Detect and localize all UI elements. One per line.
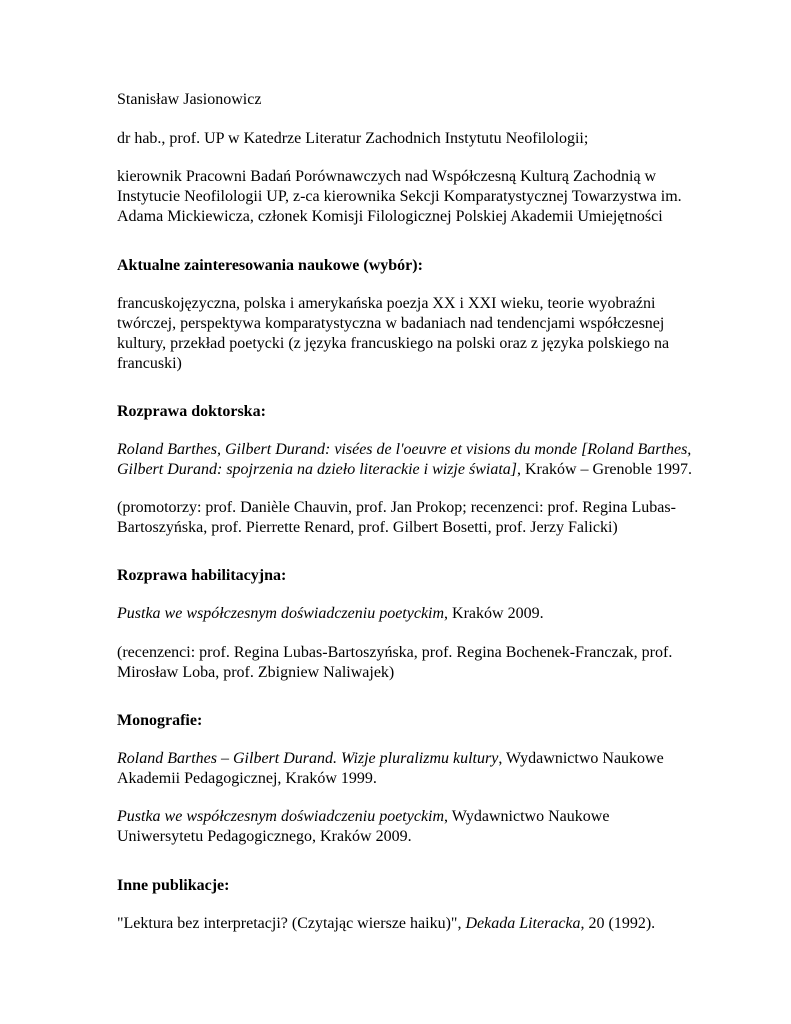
interests-line: francuski): [117, 355, 182, 372]
monograph-title: Pustka we współczesnym doświadczeniu poetyckim: [117, 808, 445, 825]
habilitation-place-year: , Kraków 2009.: [444, 605, 544, 622]
habilitation-title-line: [117, 604, 544, 624]
monograph-item: [117, 749, 664, 769]
academic-position: dr hab., prof. UP w Katedrze Literatur Zachodnich Instytutu Neofilologii;: [117, 130, 589, 147]
publication-item: [117, 914, 655, 934]
roles-line: kierownik Pracowni Badań Porównawczych nad Współczesną Kulturą Zachodnią w: [117, 168, 657, 185]
monograph-item-line2: Uniwersytetu Pedagogicznego, Kraków 2009.: [117, 828, 412, 845]
monograph-publisher: , Wydawnictwo Naukowe: [498, 750, 664, 767]
publication-journal: Dekada Literacka: [465, 915, 581, 932]
author-name: Stanisław Jasionowicz: [117, 91, 262, 108]
interests-line: francuskojęzyczna, polska i amerykańska poezja XX i XXI wieku, teorie wyobraźni: [117, 295, 656, 312]
doctoral-title-italic: Gilbert Durand: spojrzenia na dzieło literackie i wizje świata]: [117, 461, 517, 478]
roles-line: Adama Mickiewicza, członek Komisji Filologicznej Polskiej Akademii Umiejętności: [117, 208, 663, 225]
habilitation-reviewers: (recenzenci: prof. Regina Lubas-Bartoszyńska, prof. Regina Bochenek-Franczak, prof.: [117, 644, 673, 661]
habilitation-heading: Rozprawa habilitacyjna:: [117, 567, 287, 584]
other-publications-heading: Inne publikacje:: [117, 877, 230, 894]
doctoral-reviewers: Bartoszyńska, prof. Pierrette Renard, prof. Gilbert Bosetti, prof. Jerzy Falicki): [117, 519, 618, 536]
roles-line: Instytucie Neofilologii UP, z-ca kierownika Sekcji Komparatystycznej Towarzystwa im.: [117, 188, 682, 205]
habilitation-title: Pustka we współczesnym doświadczeniu poetyckim: [117, 605, 445, 622]
publication-title: "Lektura bez interpretacji? (Czytając wiersze haiku)",: [117, 915, 466, 932]
doctoral-title: Roland Barthes, Gilbert Durand: visées de l'oeuvre et visions du monde [Roland Barthes,: [117, 441, 692, 458]
monographs-heading: Monografie:: [117, 712, 203, 729]
monograph-item-line2: Akademii Pedagogicznej, Kraków 1999.: [117, 770, 377, 787]
doctoral-heading: Rozprawa doktorska:: [117, 403, 266, 420]
publication-issue: , 20 (1992).: [580, 915, 656, 932]
interests-line: twórczej, perspektywa komparatystyczna w badaniach nad tendencjami współczesnej: [117, 315, 665, 332]
interests-line: kultury, przekład poetycki (z języka francuskiego na polski oraz z języka polskiego na: [117, 335, 670, 352]
doctoral-reviewers: (promotorzy: prof. Danièle Chauvin, prof. Jan Prokop; recenzenci: prof. Regina Lubas-: [117, 499, 676, 516]
doctoral-place-year: , Kraków – Grenoble 1997.: [516, 461, 693, 478]
interests-heading: Aktualne zainteresowania naukowe (wybór):: [117, 257, 423, 274]
monograph-title: Roland Barthes – Gilbert Durand. Wizje pluralizmu kultury: [117, 750, 499, 767]
habilitation-reviewers: Mirosław Loba, prof. Zbigniew Naliwajek): [117, 664, 395, 681]
monograph-publisher: , Wydawnictwo Naukowe: [444, 808, 610, 825]
monograph-item: [117, 807, 609, 827]
doctoral-title-line2: [117, 460, 692, 480]
